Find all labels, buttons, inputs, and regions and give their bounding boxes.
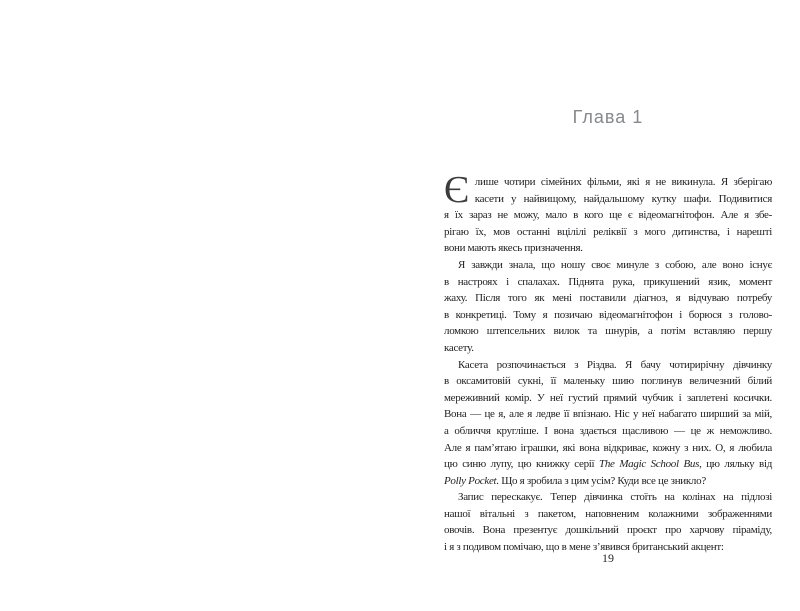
text-line: в конкретиці. Тому я позичаю відеомагнітофон і борюся з голово- — [444, 308, 772, 321]
drop-cap: Є — [444, 169, 469, 211]
paragraph — [444, 257, 772, 357]
text-line: касети у найвищому, найдальшому кутку шафи. Подивитися — [474, 192, 772, 205]
text-line: вони мають якесь призначення. — [444, 242, 583, 255]
paragraph — [444, 489, 772, 555]
paragraph — [444, 357, 772, 490]
text-segment: цю синю лупу, цю книжку серії — [444, 458, 600, 471]
text-line: в оксамитовій сукні, її маленьку шию поглинув величезний білий — [444, 375, 772, 388]
text-line: Але я пам’ятаю іграшки, які вона відкриває, кожну з них. О, я любила — [444, 441, 772, 454]
paragraph — [444, 169, 772, 257]
text-line: овочів. Вона презентує дошкільний проєкт про харчову піраміду, — [444, 524, 772, 537]
italic-phrase: The Magic School Bus — [599, 458, 700, 471]
text-line: Вона — це я, але я ледве її впізнаю. Ніс у неї набагато ширший за мій, — [444, 408, 772, 421]
text-line: в настроях і спалахах. Піднята рука, прикушений язик, момент — [444, 275, 772, 288]
italic-phrase: Polly Pocket — [444, 474, 497, 487]
text-line: Касета розпочинається з Різдва. Я бачу чотирирічну дівчинку — [458, 358, 772, 371]
text-line: нашої вітальні з пакетом, наповненим колажними зображеннями — [444, 507, 772, 520]
page-number: 19 — [602, 551, 614, 565]
text-segment: . Що я зробила з цим усім? Куди все це зникло? — [496, 474, 706, 487]
text-line: лише чотири сімейних фільми, які я не викинула. Я зберігаю — [474, 176, 772, 188]
text-line — [444, 473, 772, 490]
text-line: Запис перескакує. Тепер дівчинка стоїть на колінах на підлозі — [458, 491, 772, 504]
right-page — [400, 0, 800, 611]
text-line: мереживний комір. У неї густий прямий чубчик і заплетені косички. — [444, 391, 772, 404]
text-line: касету. — [444, 341, 474, 354]
text-line: Я завжди знала, що ношу своє минуле з собою, але воно існує — [458, 258, 772, 271]
text-line: рігаю їх, мов останні вцілілі реліквії з мого дитинства, і нарешті — [444, 225, 772, 238]
text-line — [444, 456, 772, 473]
chapter-heading: Глава 1 — [572, 107, 644, 127]
text-line: жаху. Після того як мені поставили діагноз, я відчуваю потребу — [444, 292, 772, 305]
body-text — [444, 169, 772, 556]
text-line: ломкою штепсельних вилок та шнурів, а потім вставляю першу — [444, 325, 772, 338]
text-line: а обличчя кругліше. І вона здається щасливою — це ж неможливо. — [444, 424, 772, 437]
text-segment: , цю ляльку від — [699, 458, 772, 471]
text-line: і я з подивом помічаю, що в мене з’явився британський акцент: — [444, 541, 724, 554]
text-line: я їх зараз не можу, мало в кого ще є відеомагнітофон. Але я збе- — [444, 209, 772, 222]
